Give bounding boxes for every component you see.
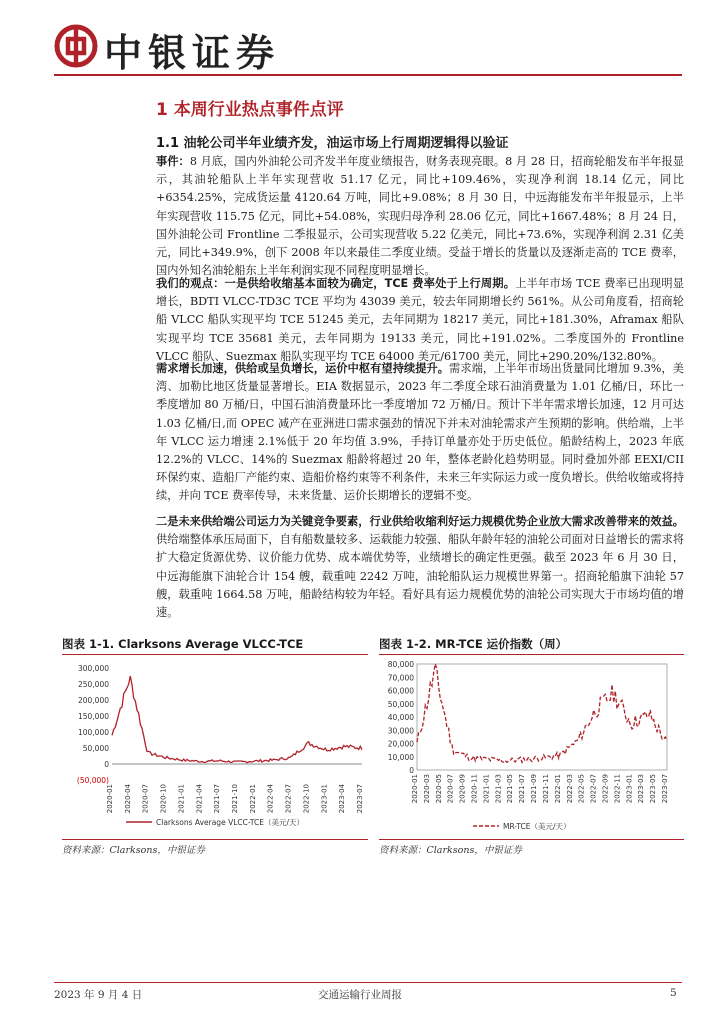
paragraph-lead: 需求增长加速，供给或呈负增长，运价中枢有望持续提升。 [156, 362, 450, 375]
x-tick-label: 2021-07 [213, 784, 222, 814]
footer-page-number: 5 [670, 987, 677, 999]
chart-left-source: 资料来源：Clarksons，中银证券 [62, 845, 205, 856]
x-tick-label: 2020-01 [106, 784, 114, 814]
y-tick-label: 70,000 [387, 673, 414, 683]
x-tick-label: 2022-07 [284, 784, 293, 814]
x-tick-label: 2023-07 [661, 774, 669, 804]
x-tick-label: 2020-11 [470, 774, 479, 804]
paragraph-view-one [156, 275, 684, 366]
section-title: 1 本周行业热点事件点评 [156, 100, 344, 120]
footer-date: 2023 年 9 月 4 日 [54, 989, 143, 1001]
y-tick-label: 80,000 [387, 660, 414, 669]
series-line [112, 676, 362, 763]
y-tick-label: 0 [409, 766, 414, 775]
chart-left-bottom-rule [62, 839, 368, 840]
chart-right-bottom-rule [379, 839, 684, 840]
y-tick-label: (50,000) [76, 776, 109, 785]
paragraph-event [156, 153, 684, 280]
paragraph-demand [156, 360, 684, 506]
x-tick-label: 2022-09 [601, 774, 610, 804]
x-tick-label: 2021-09 [530, 774, 539, 804]
legend-label: Clarksons Average VLCC-TCE（美元/天） [156, 818, 305, 827]
y-tick-label: 150,000 [77, 712, 109, 721]
x-tick-label: 2021-07 [518, 774, 527, 804]
x-tick-label: 2022-05 [577, 774, 586, 804]
brand-name: 中银证券 [104, 31, 281, 75]
paragraph-lead: 事件： [156, 155, 190, 168]
y-tick-label: 20,000 [387, 739, 414, 749]
chart-left-rule [62, 654, 368, 655]
x-tick-label: 2020-07 [446, 774, 455, 804]
x-tick-label: 2022-07 [589, 774, 598, 804]
x-tick-label: 2023-07 [356, 784, 364, 814]
paragraph-text: 8 月底，国内外油轮公司齐发半年度业绩报告，财务表现亮眼。8 月 28 日，招商轮船发布半年报显示，其油轮船队上半年实现营收 51.17 亿元，同比+109.46%，实现净利润 18.14 亿元，同比+6354.25%，完成货运量 4120.64 万吨，同比+9.08%；8 月 30 日，中远海能发布半年报显示，上半年实现营收 115.75 亿元，同比+54.08%，实现归母净利 28.06 亿元，同比+1667.48%；8 月 24 日，国外油轮公司 Frontline 二季报显示，公司实现营收 5.22 亿美元，同比+73.6%，实现净利润 2.31 亿美元，同比+349.9%，创下 2008 年以来最佳二季度业绩。受益于增长的货量以及逐渐走高的 TCE 费率，国内外知名油轮船东上半年利润实现不同程度明显增长。 [156, 155, 684, 278]
x-tick-label: 2021-05 [506, 774, 515, 804]
y-tick-label: 250,000 [77, 680, 109, 689]
y-tick-label: 200,000 [77, 696, 109, 705]
x-tick-label: 2021-10 [231, 784, 239, 814]
x-tick-label: 2022-04 [266, 784, 275, 814]
x-tick-label: 2021-11 [541, 774, 550, 804]
header-divider [54, 74, 682, 76]
x-tick-label: 2023-01 [320, 784, 329, 814]
chart-right-source: 资料来源：Clarksons，中银证券 [379, 845, 522, 856]
x-tick-label: 2023-04 [338, 784, 347, 814]
footer-divider [54, 982, 682, 983]
y-tick-label: 30,000 [387, 726, 414, 736]
chart-right-caption: 图表 1-2. MR-TCE 运价指数（周） [379, 637, 568, 651]
series-line [417, 664, 667, 762]
y-tick-label: 50,000 [387, 699, 414, 709]
y-tick-label: 40,000 [387, 713, 414, 722]
y-tick-label: 50,000 [82, 744, 109, 753]
x-tick-label: 2020-01 [411, 774, 419, 804]
x-tick-label: 2022-11 [613, 774, 622, 804]
y-tick-label: 10,000 [387, 752, 414, 762]
y-tick-label: 0 [104, 760, 109, 769]
paragraph-text: 上半年市场 TCE 费率已出现明显增长，BDTI VLCC-TD3C TCE 平均为 43039 美元，较去年同期增长约 561%。从公司角度看，招商轮船 VLCC 船队实现平均 TCE 51245 美元，去年同期为 18217 美元，同比+181.30%，Aframax 船队实现平均 TCE 35681 美元，去年同期为 19133 美元，同比+191.02%。二季度国外的 Frontline VLCC 船队、Suezmax 船队实现平均 TCE 64000 美元/61700 美元，同比+290.20%/132.80%。 [156, 277, 684, 363]
x-tick-label: 2020-03 [422, 774, 431, 804]
x-tick-label: 2023-03 [637, 774, 646, 804]
x-tick-label: 2020-10 [159, 784, 168, 814]
paragraph-view-two [156, 513, 684, 622]
paragraph-lead: 二是未来供给端公司运力为关键竞争要素，行业供给收缩利好运力规模优势企业放大需求改善带来的效益。 [156, 515, 684, 528]
y-tick-label: 60,000 [387, 686, 414, 696]
x-tick-label: 2020-05 [434, 774, 443, 804]
x-tick-label: 2023-05 [649, 774, 658, 804]
paragraph-text: 需求端，上半年市场出货量同比增加 9.3%，美湾、加勒比地区货量显著增长。EIA 数据显示，2023 年二季度全球石油消费量为 1.01 亿桶/日，环比一季度增加 80 万桶/日，中国石油消费量环比一季度增加 72 万桶/日。预计下半年需求增长加速，12 月可达 1.03 亿桶/日,而 OPEC 减产在亚洲进口需求强劲的情况下并未对油轮需求产生预期的影响。供给端，上半年 VLCC 运力增速 2.1%低于 20 年均值 3.9%，手持订单量亦处于历史低位。船龄结构上，2023 年底 12.2%的 VLCC、14%的 Suezmax 船龄将超过 20 年，整体老龄化趋势明显。同时叠加外部 EEXI/CII 环保约束、造船厂产能约束、造船价格约束等不利条件，未来三年实际运力或一度负增长。供给收缩或将持续，并向 TCE 费率传导，未来货量、运价长期增长的逻辑不变。 [156, 362, 684, 503]
subsection-title: 1.1 油轮公司半年业绩齐发，油运市场上行周期逻辑得以验证 [156, 136, 509, 151]
plot-frame [417, 664, 667, 770]
footer-title: 交通运输行业周报 [318, 989, 402, 1001]
x-tick-label: 2021-03 [494, 774, 503, 804]
x-tick-label: 2021-01 [177, 784, 186, 814]
x-tick-label: 2022-01 [553, 774, 562, 804]
x-tick-label: 2020-04 [123, 784, 132, 814]
paragraph-text: 供给端整体承压局面下，自有船数量较多、运载能力较强、船队年龄年轻的油轮公司面对日益增长的需求将扩大稳定货源优势、议价能力优势、成本端优势等，业绩增长的确定性更强。截至 2023 年 6 月 30 日，中远海能旗下油轮合计 154 艘，载重吨 2242 万吨，油轮船队运力规模世界第一。招商轮船旗下油轮 57 艘，载重吨 1664.58 万吨，船龄结构较为年轻。看好具有运力规模优势的油轮公司实现大于市场均值的增速。 [156, 533, 684, 620]
x-tick-label: 2021-04 [195, 784, 204, 814]
x-tick-label: 2022-03 [565, 774, 574, 804]
chart-left [62, 660, 368, 838]
paragraph-lead: 我们的观点：一是供给收缩基本面较为确定，TCE 费率处于上行周期。 [156, 277, 516, 290]
chart-right-rule [379, 654, 684, 655]
y-tick-label: 300,000 [77, 664, 109, 673]
legend-label: MR-TCE（美元/天） [503, 822, 571, 831]
x-tick-label: 2022-10 [302, 784, 311, 814]
x-tick-label: 2020-07 [141, 784, 150, 814]
x-tick-label: 2022-01 [248, 784, 257, 814]
bank-logo-icon [54, 24, 98, 68]
y-tick-label: 100,000 [77, 728, 109, 737]
x-tick-label: 2020-09 [458, 774, 467, 804]
chart-right [379, 660, 684, 838]
chart-left-caption: 图表 1-1. Clarksons Average VLCC-TCE [62, 637, 304, 651]
x-tick-label: 2023-01 [625, 774, 634, 804]
x-tick-label: 2021-01 [482, 774, 491, 804]
